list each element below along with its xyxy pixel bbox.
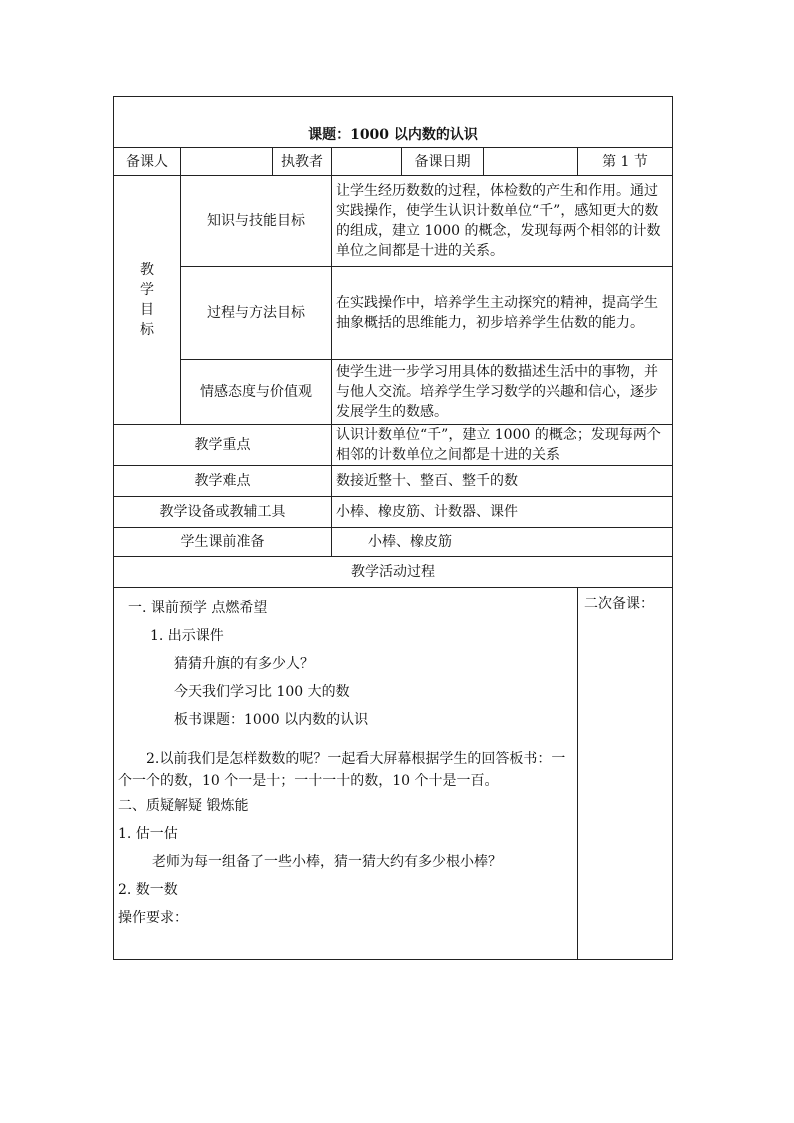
activity-line-6: 2.以前我们是怎样数数的呢？一起看大屏幕根据学生的回答板书：一个一个的数，10 个一是十；一十一十的数，10 个十是一百。	[118, 751, 566, 789]
teaching-goals-label	[114, 176, 181, 425]
goal-char-2: 学	[140, 282, 154, 298]
lesson-plan-table	[113, 96, 673, 960]
activity-line-11: 操作要求：	[118, 910, 188, 926]
lesson-plan-page	[113, 96, 672, 960]
activity-line-1: 一. 课前预学 点燃希望	[128, 600, 268, 616]
process-goal-label: 过程与方法目标	[181, 267, 332, 360]
second-prep-notes: 二次备课：	[578, 588, 673, 960]
activity-body	[114, 588, 578, 960]
equipment-label: 教学设备或教辅工具	[114, 497, 332, 528]
process-goal-text: 在实践操作中，培养学生主动探究的精神，提高学生抽象概括的思维能力，初步培养学生估数的能力。	[332, 267, 673, 360]
date-label: 备课日期	[402, 148, 484, 176]
lesson-number: 第 1 节	[578, 148, 673, 176]
activity-line-4: 今天我们学习比 100 大的数	[174, 684, 350, 700]
activity-line-3: 猜猜升旗的有多少人？	[174, 656, 314, 672]
activity-header: 教学活动过程	[114, 557, 673, 588]
equipment-text: 小棒、橡皮筋、计数器、课件	[332, 497, 673, 528]
preparer-value[interactable]	[181, 148, 273, 176]
student-prep-text: 小棒、橡皮筋	[332, 528, 673, 557]
teacher-value[interactable]	[332, 148, 402, 176]
key-points-text: 认识计数单位“千”，建立 1000 的概念；发现每两个相邻的计数单位之间都是十进的关系	[332, 425, 673, 466]
lesson-title: 课题：1000 以内数的认识	[114, 97, 673, 148]
activity-line-7: 二、质疑解疑 锻炼能	[118, 798, 249, 814]
preparer-label: 备课人	[114, 148, 181, 176]
difficulty-label: 教学难点	[114, 466, 332, 497]
emotion-goal-label: 情感态度与价值观	[181, 360, 332, 425]
teacher-label: 执教者	[273, 148, 332, 176]
date-value[interactable]	[484, 148, 578, 176]
goal-char-3: 目	[140, 302, 154, 318]
difficulty-text: 数接近整十、整百、整千的数	[332, 466, 673, 497]
spacer	[118, 734, 573, 748]
knowledge-goal-text: 让学生经历数数的过程，体检数的产生和作用。通过实践操作，使学生认识计数单位“千”，感知更大的数的组成，建立 1000 的概念，发现每两个相邻的计数单位之间都是十进的关系。	[332, 176, 673, 267]
activity-line-2: 1. 出示课件	[150, 628, 224, 644]
activity-line-8: 1. 估一估	[118, 826, 178, 842]
knowledge-goal-label: 知识与技能目标	[181, 176, 332, 267]
student-prep-label: 学生课前准备	[114, 528, 332, 557]
goal-char-4: 标	[140, 322, 154, 338]
activity-line-9: 老师为每一组备了一些小棒，猜一猜大约有多少根小棒？	[152, 854, 502, 870]
activity-line-10: 2. 数一数	[118, 882, 178, 898]
goal-char-1: 教	[140, 262, 154, 278]
emotion-goal-text: 使学生进一步学习用具体的数描述生活中的事物，并与他人交流。培养学生学习数学的兴趣和信心，逐步发展学生的数感。	[332, 360, 673, 425]
key-points-label: 教学重点	[114, 425, 332, 466]
activity-line-5: 板书课题：1000 以内数的认识	[174, 712, 369, 728]
